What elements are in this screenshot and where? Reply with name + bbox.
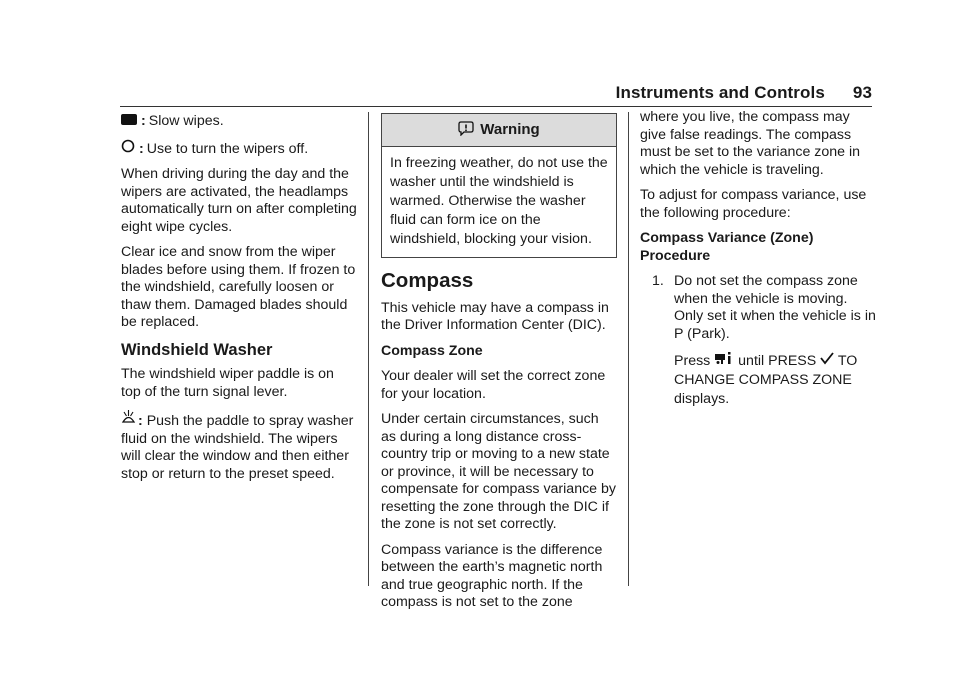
wiper-off-text: Use to turn the wipers off. bbox=[146, 140, 309, 157]
column-2 bbox=[381, 113, 617, 620]
slow-wipe-item bbox=[121, 113, 357, 131]
ice-paragraph: Clear ice and snow from the wiper blades before using them. If frozen to the windshield, carefully loosen or thaw them. Damaged blades should be replaced. bbox=[121, 244, 356, 330]
warning-text: In freezing weather, do not use the washer until the windshield is warmed. Otherwise the washer fluid can form ice on the windshield, blocking your vision. bbox=[390, 155, 608, 247]
washer-text: Push the paddle to spray washer fluid on the windshield. The wipers will clear the window and then either stop or return to the preset speed. bbox=[121, 413, 354, 482]
column-divider-2 bbox=[628, 112, 629, 586]
running-header bbox=[616, 83, 872, 103]
daytime-paragraph: When driving during the day and the wipers are activated, the headlamps automatically turn on after completing eight wipe cycles. bbox=[121, 166, 357, 235]
slow-wipe-colon: : bbox=[141, 113, 146, 129]
zone-paragraph: Your dealer will set the correct zone for your location. bbox=[381, 368, 606, 402]
column-divider-1 bbox=[368, 112, 369, 586]
step-text: Do not set the compass zone when the vehicle is moving. Only set it when the vehicle is in P (Park). bbox=[674, 273, 876, 342]
step-press-line bbox=[674, 351, 876, 409]
procedure-step bbox=[652, 273, 876, 417]
continued-paragraph: where you live, the compass may give false readings. The compass must be set to the variance zone in which the vehicle is traveling. bbox=[640, 109, 861, 178]
warning-header bbox=[382, 114, 616, 147]
step-tail-text: CHANGE COMPASS ZONE displays. bbox=[674, 372, 852, 407]
step-number: 1. bbox=[652, 273, 664, 289]
press-word: Press bbox=[674, 353, 711, 369]
washer-icon bbox=[121, 409, 136, 431]
compass-heading: Compass bbox=[381, 269, 474, 292]
until-press-text: until PRESS bbox=[738, 353, 817, 369]
wiper-off-icon bbox=[121, 139, 135, 159]
warning-box bbox=[381, 113, 617, 258]
wiper-off-item bbox=[121, 139, 357, 159]
slow-wipe-icon bbox=[121, 113, 137, 131]
circumstances-paragraph: Under certain circumstances, such as during a long distance cross-country trip or moving to a new state or province, it will be necessary to compensate for compass variance by resetting the zone through the DIC if the zone is not set correctly. bbox=[381, 411, 616, 532]
washer-item bbox=[121, 409, 357, 483]
column-3 bbox=[640, 109, 876, 417]
compass-paragraph: This vehicle may have a compass in the Driver Information Center (DIC). bbox=[381, 299, 609, 333]
washer-paragraph: The windshield wiper paddle is on top of the turn signal lever. bbox=[121, 366, 334, 400]
to-word: TO bbox=[837, 353, 858, 369]
page-number: 93 bbox=[852, 83, 872, 102]
warning-icon bbox=[458, 120, 480, 141]
variance-paragraph: Compass variance is the difference between the earth’s magnetic north and true geographic north. If the compass is not set to the zone bbox=[381, 541, 603, 610]
column-1 bbox=[121, 113, 357, 491]
washer-heading: Windshield Washer bbox=[121, 340, 273, 359]
wiper-off-colon: : bbox=[139, 140, 144, 157]
checkmark-icon bbox=[820, 352, 834, 371]
washer-colon: : bbox=[138, 413, 143, 429]
adjust-paragraph: To adjust for compass variance, use the following procedure: bbox=[640, 187, 867, 221]
header-rule bbox=[120, 106, 872, 107]
warning-title: Warning bbox=[480, 121, 540, 139]
procedure-heading: Compass Variance (Zone) Procedure bbox=[640, 230, 814, 264]
compass-zone-heading: Compass Zone bbox=[381, 342, 483, 359]
vehicle-info-icon bbox=[714, 351, 734, 371]
slow-wipe-text: Slow wipes. bbox=[148, 113, 224, 129]
section-title: Instruments and Controls bbox=[615, 83, 825, 102]
